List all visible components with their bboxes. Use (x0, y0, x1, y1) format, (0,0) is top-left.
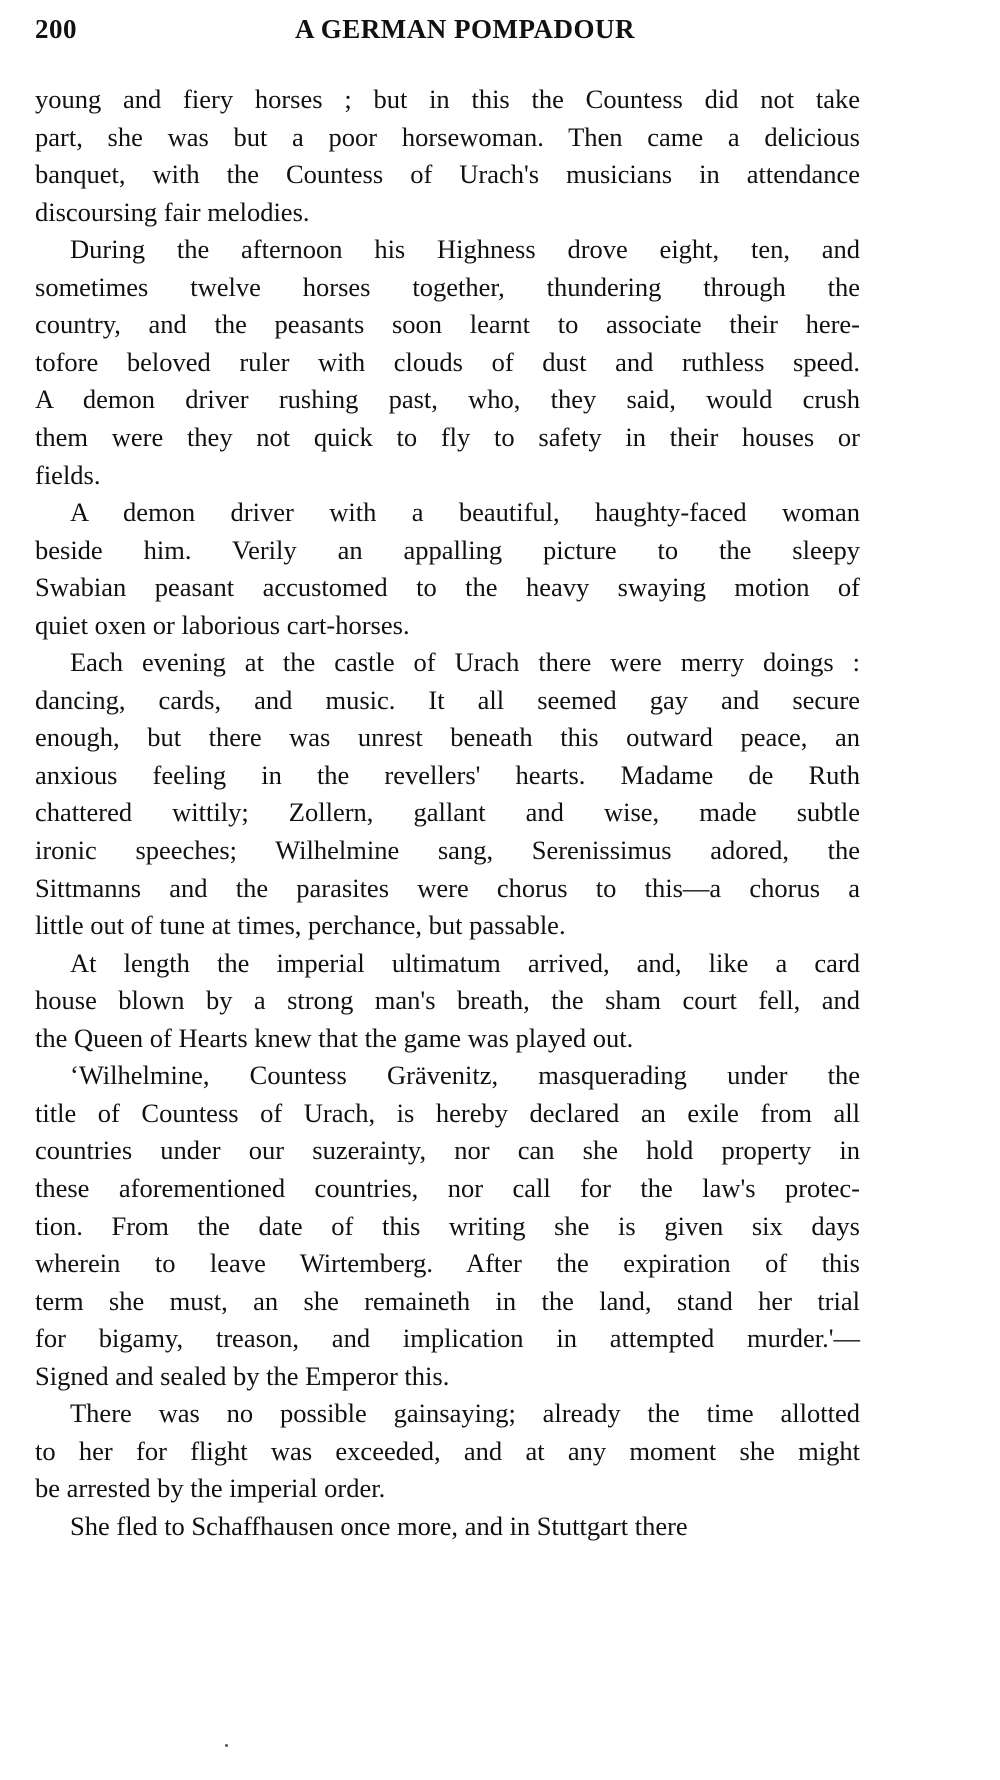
paragraph-first-line: At length the imperial ultimatum arrived, and, like a card (70, 947, 860, 978)
text-line: Sittmanns and the parasites were chorus to this—a chorus a (35, 872, 860, 903)
text-line: enough, but there was unrest beneath this outward peace, an (35, 722, 860, 753)
text-line: discoursing fair melodies. (35, 196, 310, 227)
text-line: title of Countess of Urach, is hereby declared an exile from all (35, 1097, 860, 1128)
text-line: them were they not quick to fly to safety in their houses or (35, 421, 860, 452)
text-line: banquet, with the Countess of Urach's musicians in attendance (35, 159, 860, 190)
text-line: chattered wittily; Zollern, gallant and wise, made subtle (35, 797, 860, 828)
text-line: part, she was but a poor horsewoman. Then came a delicious (35, 121, 860, 152)
text-line: tofore beloved ruler with clouds of dust and ruthless speed. (35, 346, 860, 377)
text-line: beside him. Verily an appalling picture to the sleepy (35, 534, 860, 565)
text-line: the Queen of Hearts knew that the game was played out. (35, 1022, 634, 1053)
paragraph-first-line: During the afternoon his Highness drove eight, ten, and (70, 234, 860, 265)
paragraph-first-line: Each evening at the castle of Urach there were merry doings : (70, 647, 860, 678)
text-line: to her for flight was exceeded, and at any moment she might (35, 1435, 860, 1466)
page-number: 200 (35, 14, 77, 44)
text-line: for bigamy, treason, and implication in attempted murder.'— (35, 1323, 860, 1354)
print-speck (225, 1744, 228, 1747)
text-line: countries under our suzerainty, nor can she hold property in (35, 1135, 860, 1166)
text-line: wherein to leave Wirtemberg. After the expiration of this (35, 1248, 860, 1279)
text-line: sometimes twelve horses together, thundering through the (35, 271, 860, 302)
text-line: ironic speeches; Wilhelmine sang, Serenissimus adored, the (35, 835, 860, 865)
text-line: dancing, cards, and music. It all seemed gay and secure (35, 684, 860, 715)
text-line: fields. (35, 459, 101, 490)
text-line: anxious feeling in the revellers' hearts. Madame de Ruth (35, 759, 860, 790)
text-line: be arrested by the imperial order. (35, 1473, 386, 1504)
paragraph-first-line: young and fiery horses ; but in this the Countess did not take (35, 84, 860, 114)
text-line: term she must, an she remaineth in the land, stand her trial (35, 1285, 860, 1316)
running-title: A GERMAN POMPADOUR (295, 14, 635, 44)
text-line: quiet oxen or laborious cart-horses. (35, 609, 410, 640)
text-line: A demon driver rushing past, who, they said, would crush (35, 384, 860, 415)
paragraph-first-line: A demon driver with a beautiful, haughty-faced woman (70, 497, 860, 528)
paragraph-first-line: She fled to Schaffhausen once more, and in Stuttgart there (70, 1510, 688, 1541)
text-line: little out of tune at times, perchance, but passable. (35, 910, 566, 941)
text-line: tion. From the date of this writing she is given six days (35, 1210, 860, 1241)
text-line: house blown by a strong man's breath, the sham court fell, and (35, 985, 860, 1016)
text-line: Swabian peasant accustomed to the heavy swaying motion of (35, 572, 860, 603)
text-line: country, and the peasants soon learnt to associate their here- (35, 309, 860, 340)
text-line: these aforementioned countries, nor call for the law's protec- (35, 1172, 860, 1203)
paragraph-first-line: ‘Wilhelmine, Countess Grävenitz, masquerading under the (70, 1060, 860, 1091)
text-line: Signed and sealed by the Emperor this. (35, 1360, 450, 1391)
paragraph-first-line: There was no possible gainsaying; already the time allotted (70, 1398, 860, 1429)
